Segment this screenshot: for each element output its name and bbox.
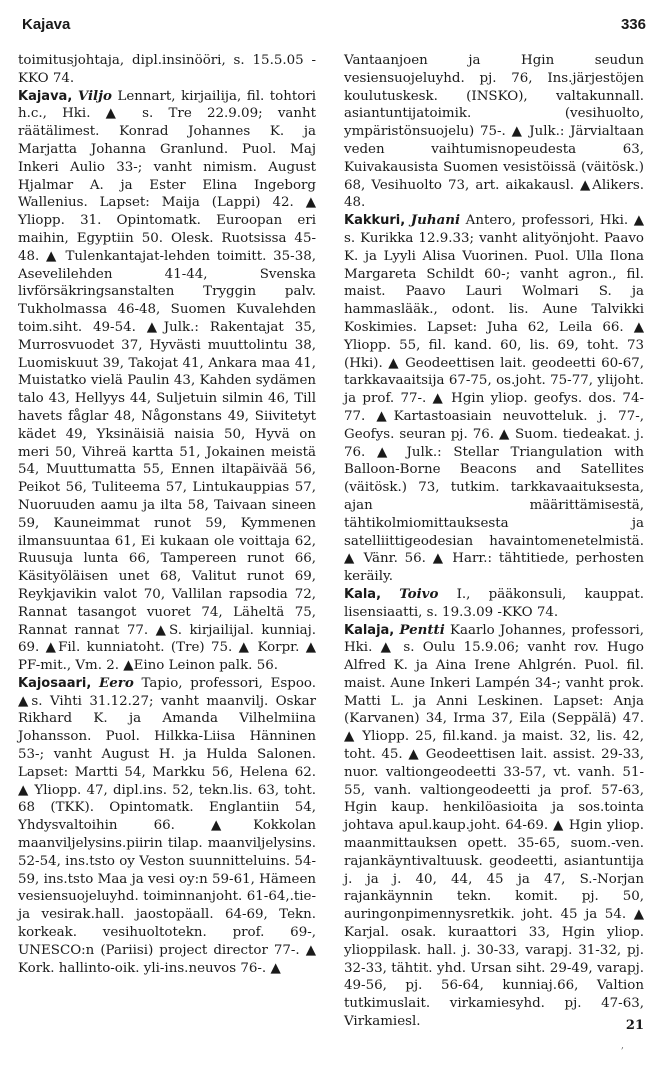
entry-text: Antero, professori, Hki. ▲ s. Kurikka 12.9.33; vanht alityönjoht. Paavo K. ja Lyyli Alisa Vuorinen. Puol. Ulla Ilona Margareta Schildt 60-; vanht agron., fil. maist. Paavo Lauri Wolmari S. ja hammaslääk., odont. lis. Aune Talvikki Koskimies. Lapset: Juha 62, Leila 66. ▲ Yliopp. 55, fil. kand. 60, lis. 69, toht. 73 (Hki). ▲ Geodeettisen lait. geodeetti 60-67, tarkkavaaitsija 67-75, os.joht. 75-77, ylijoht. ja prof. 77-. ▲ Hgin yliop. geofys. dos. 74-77. ▲Kartastoasiain neuvotteluk. j. 77-, Geofys. seuran pj. 76. ▲ Suom. tiedeakat. j. 76. ▲ Julk.: Stellar Triangulation with Balloon-Borne Beacons and Satellites (väitösk.) 73, tutkim. tarkkavaaituksesta, ajan määrittämisestä, tähtikolmiomittauksesta ja satelliittigeodesian havaintomenetelmistä. ▲ Vänr. 56. ▲ Harr.: tähtitiede, perhosten keräily.: [344, 213, 644, 585]
entry-given-name: Eero: [99, 674, 134, 691]
scan-mark: ,: [620, 1040, 624, 1051]
entry-text: Tapio, professori, Espoo. ▲s. Vihti 31.12.27; vanht maanvilj. Oskar Rikhard K. ja Amanda Vilhelmiina Johansson. Puol. Hilkka-Liisa Hänninen 53-; vanht August H. ja Hulda Salonen. Lapset: Martti 54, Markku 56, Helena 62. ▲ Yliopp. 47, dipl.ins. 52, tekn.lis. 63, toht. 68 (TKK). Opintomatk. Englantiin 54, Yhdysvaltoihin 66. ▲Kokkolan maanviljelysins.piirin tilap. maanviljelysins. 52-54, ins.tsto oy Veston suunnitteluins. 54-59, ins.tsto Maa ja vesi oy:n 59-61, Hämeen vesiensuojeluyhd. toiminnanjoht. 61-64,.tie- ja vesirak.hall. jaostopäall. 64-69, Tekn. korkeak. vesihuoltotekn. prof. 69-, UNESCO:n (Pariisi) project director 77-. ▲ Kork. hallinto-oik. yli-ins.neuvos 76-. ▲: [18, 675, 316, 976]
entry-surname: Kalaja,: [344, 622, 395, 638]
entry-kala-toivo: [344, 586, 644, 622]
entry-surname: Kajosaari,: [18, 675, 92, 691]
entry-given-name: Toivo: [399, 585, 439, 602]
entry-kajosaari-eero: [18, 675, 316, 978]
entry-kalaja-pentti: [344, 622, 644, 1031]
signature-marker: 21: [625, 1018, 644, 1033]
entry-text: I., pääkonsuli, kauppat. lisensiaatti, s. 19.3.09 -KKO 74.: [344, 586, 644, 620]
entry-given-name: Viljo: [77, 87, 112, 104]
entry-surname: Kakkuri,: [344, 213, 406, 229]
entry-surname: Kala,: [344, 586, 382, 602]
entry-continuation: Vantaanjoen ja Hgin seudun vesiensuojeluyhd. pj. 76, Ins.järjestöjen koulutuskesk. (INSKO), valtakunnall. asiantuntijatoimik. (vesihuolto, ympäristönsuojelu) 75-. ▲ Julk.: Järvialtaan veden vaihtumisnopeudesta 63, Kuivakausista Suomen vesistöissä (väitösk.) 68, Vesihuolto 73, art. aikakausl. ▲Alikers. 48.: [344, 53, 644, 211]
running-head: Kajava: [22, 16, 71, 33]
entry-surname: Kajava,: [18, 88, 73, 104]
entry-kakkuri-juhani: [344, 212, 644, 586]
page-number: 336: [620, 16, 646, 33]
right-column: [344, 52, 644, 1031]
page-header: [22, 16, 646, 40]
left-column: [18, 52, 316, 977]
entry-text: Kaarlo Johannes, professori, Hki. ▲ s. Oulu 15.9.06; vanht rov. Hugo Alfred K. ja Aina Irene Ahlgrén. Puol. fil. maist. Aune Inkeri Lampén 34-; vanht prok. Matti L. ja Anni Leskinen. Lapset: Anja (Karvanen) 34, Irma 37, Eila (Seppälä) 47. ▲ Yliopp. 25, fil.kand. ja maist. 32, lis. 42, toht. 45. ▲ Geodeettisen lait. assist. 29-33, nuor. valtiongeodeetti 33-57, vt. vanh. 51-55, vanh. valtiongeodeetti ja prof. 57-63, Hgin kaup. henkilöasioita ja sos.tointa johtava apul.kaup.joht. 64-69. ▲ Hgin yliop. maanmittauksen opett. 35-65, suom.-ven. rajankäyntivaltuusk. geodeetti, asiantuntija j. ja j. 40, 44, 45 ja 47, S.-Norjan rajankäynnin tekn. komit. pj. 50, auringonpimennysretkik. joht. 45 ja 54. ▲ Karjal. osak. kuraattori 33, Hgin yliop. ylioppilask. hall. j. 30-33, varapj. 31-32, pj. 32-33, tähtit. yhd. Ursan siht. 29-49, varapj. 49-56, pj. 56-64, kunniaj.66, Valtion tutkimuslait. virkamiesyhd. pj. 47-63, Virkamiesl.: [344, 622, 644, 1030]
entry-continuation: toimitusjohtaja, dipl.insinööri, s. 15.5.05 -KKO 74.: [18, 53, 316, 86]
entry-kajava-viljo: [18, 88, 316, 675]
entry-given-name: Pentti: [399, 621, 445, 638]
entry-given-name: Juhani: [410, 212, 461, 229]
entry-text: Lennart, kirjailija, fil. tohtori h.c., Hki. ▲ s. Tre 22.9.09; vanht räätälimest. Konrad Johannes K. ja Marjatta Johanna Granlund. Puol. Maj Inkeri Aulio 33-; vanht nimism. August Hjalmar A. ja Ester Elina Ingeborg Wallenius. Lapset: Maija (Lappi) 42. ▲ Yliopp. 31. Opintomatk. Euroopan eri maihin, Egyptiin 50. Olesk. Ruotsissa 45-48. ▲ Tulenkantajat-lehden toimitt. 35-38, Asevelilehden 41-44, Svenska livförsäkringsanstalten Tryggin palv. Tukholmassa 46-48, Suomen Kuvalehden toim.siht. 49-54. ▲Julk.: Rakentajat 35, Murrosvuodet 37, Hyvästi muuttolintu 38, Luomiskuut 39, Takojat 41, Ankara maa 41, Muistatko vielä Paulin 43, Kahden sydämen talo 43, Hellyys 44, Suljetuin silmin 46, Till havets fåglar 48, Någonstans 49, Siivitetyt kädet 49, Yksinäisiä naisia 50, Hyvä on meri 50, Vihreä kartta 51, Jokainen meistä 54, Muuttumatta 55, Ennen iltapäivää 56, Peikot 56, Tuliteema 57, Lintukauppias 57, Nuoruuden aamu ja ilta 58, Taivaan sineen 59, Kauneimmat runot 59, Kymmenen ilmansuuntaa 61, Ei kukaan ole voittaja 62, Ruusuja lunta 66, Tampereen runot 66, Käsityöläisen unet 68, Valitut runot 69, Reykjavikin valot 70, Vallilan rapsodia 72, Rannat tasangot vuoret 74, Läheltä 75, Rannat rannat 77. ▲S. kirjailijal. kunniaj. 69. ▲Fil. kunniatoht. (Tre) 75. ▲ Korpr. ▲ PF-mit., Vm. 2. ▲Eino Leinon palk. 56.: [18, 88, 316, 674]
